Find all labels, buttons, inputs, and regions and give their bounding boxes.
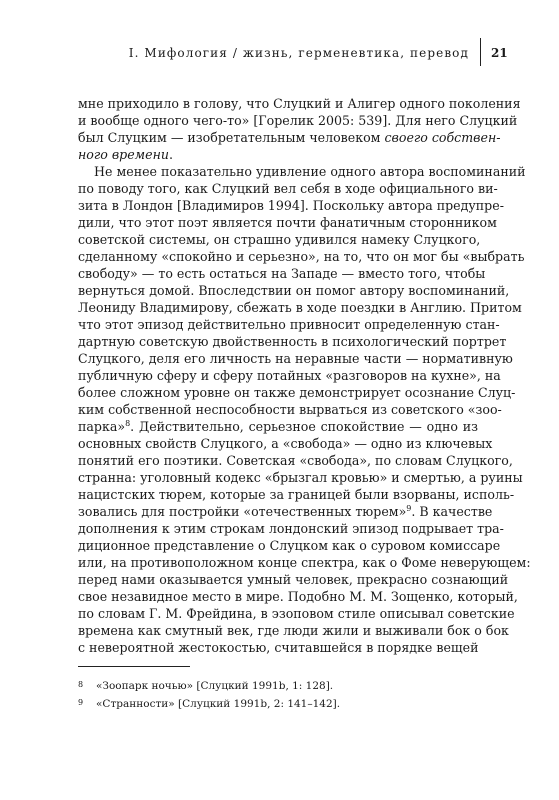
text-line: дили, что этот поэт является почти фанатичным сторонником	[78, 215, 497, 230]
footnote	[78, 698, 340, 710]
text-line: по поводу того, как Слуцкий вел себя в ходе официального ви-	[78, 181, 498, 196]
text-line: зовались для постройки «отечественных тюрем»$^9$. В качестве	[78, 503, 493, 519]
text-line: странна: уголовный кодекс «брызгал кровью» и смертью, а руины	[78, 470, 523, 485]
text-line: свободу» — то есть остаться на Западе — вместо того, чтобы	[78, 266, 486, 281]
footnote-text: «Странности» [Слуцкий 1991b, 2: 141–142].	[96, 698, 341, 710]
text-line: сделанному «спокойно и серьезно», на то, что он мог бы «выбрать	[78, 249, 525, 264]
text-line: Не менее показательно удивление одного автора воспоминаний	[94, 164, 526, 179]
footnote-ref: 9	[406, 503, 412, 513]
text-line: нацистских тюрем, которые за границей были взорваны, исполь-	[78, 487, 515, 502]
text-line: Леониду Владимирову, сбежать в ходе поездки в Англию. Притом	[78, 300, 522, 315]
text-line: что этот эпизод действительно привносит определенную стан-	[78, 317, 500, 332]
text-line: более сложном уровне он также демонстрирует осознание Слуц-	[78, 385, 516, 400]
footnote-separator	[78, 666, 190, 667]
text-line: ким собственной неспособности вырваться из советского «зоо-	[78, 402, 502, 417]
text-line: парка»$^8$. Действительно, серьезное спокойствие — одно из	[78, 418, 478, 434]
page-number: 21	[491, 46, 508, 60]
text-line: советской системы, он страшно удивился намеку Слуцкого,	[78, 232, 481, 247]
text-line: дополнения к этим строкам лондонский эпизод подрывает тра-	[78, 521, 504, 536]
text-line: Слуцкого, деля его личность на неравные части — нормативную	[78, 351, 513, 366]
running-head: I. Мифология / жизнь, герменевтика, перевод	[128, 46, 469, 60]
footnote-text: «Зоопарк ночью» [Слуцкий 1991b, 1: 128].	[96, 680, 334, 692]
header-rule	[480, 38, 481, 66]
text-line: был Слуцким — изобретательным человеком своего собствен-	[78, 130, 501, 145]
text-line: перед нами оказывается умный человек, прекрасно сознающий	[78, 572, 509, 587]
text-line: времена как смутный век, где люди жили и выживали бок о бок	[78, 623, 509, 638]
text-line: ного времени.	[78, 147, 173, 162]
footnote-number: 8	[78, 680, 84, 689]
text-line: основных свойств Слуцкого, а «свобода» — одно из ключевых	[78, 436, 493, 451]
text-line: свое незавидное место в мире. Подобно М. М. Зощенко, который,	[78, 589, 518, 604]
text-line: зита в Лондон [Владимиров 1994]. Поскольку автора предупре-	[78, 198, 504, 213]
text-line: и вообще одного чего-то» [Горелик 2005: 539]. Для него Слуцкий	[78, 113, 518, 128]
text-line: диционное представление о Слуцком как о суровом комиссаре	[78, 538, 501, 553]
text-line: по словам Г. М. Фрейдина, в эзоповом стиле описывал советские	[78, 606, 515, 621]
text-line: понятий его поэтики. Советская «свобода», по словам Слуцкого,	[78, 453, 513, 468]
text-line: с невероятной жестокостью, считавшейся в порядке вещей	[78, 640, 479, 655]
text-line: публичную сферу и сферу потайных «разговоров на кухне», на	[78, 368, 501, 383]
text-line: вернуться домой. Впоследствии он помог автору воспоминаний,	[78, 283, 510, 298]
footnote-ref: 8	[125, 418, 131, 428]
text-line: дартную советскую двойственность в психологический портрет	[78, 334, 507, 349]
text-line: или, на противоположном конце спектра, как о Фоме неверующем:	[78, 555, 531, 570]
text-line: мне приходило в голову, что Слуцкий и Алигер одного поколения	[78, 96, 521, 111]
body-text	[78, 95, 531, 656]
footnote-number: 9	[78, 698, 84, 707]
footnote	[78, 680, 333, 692]
